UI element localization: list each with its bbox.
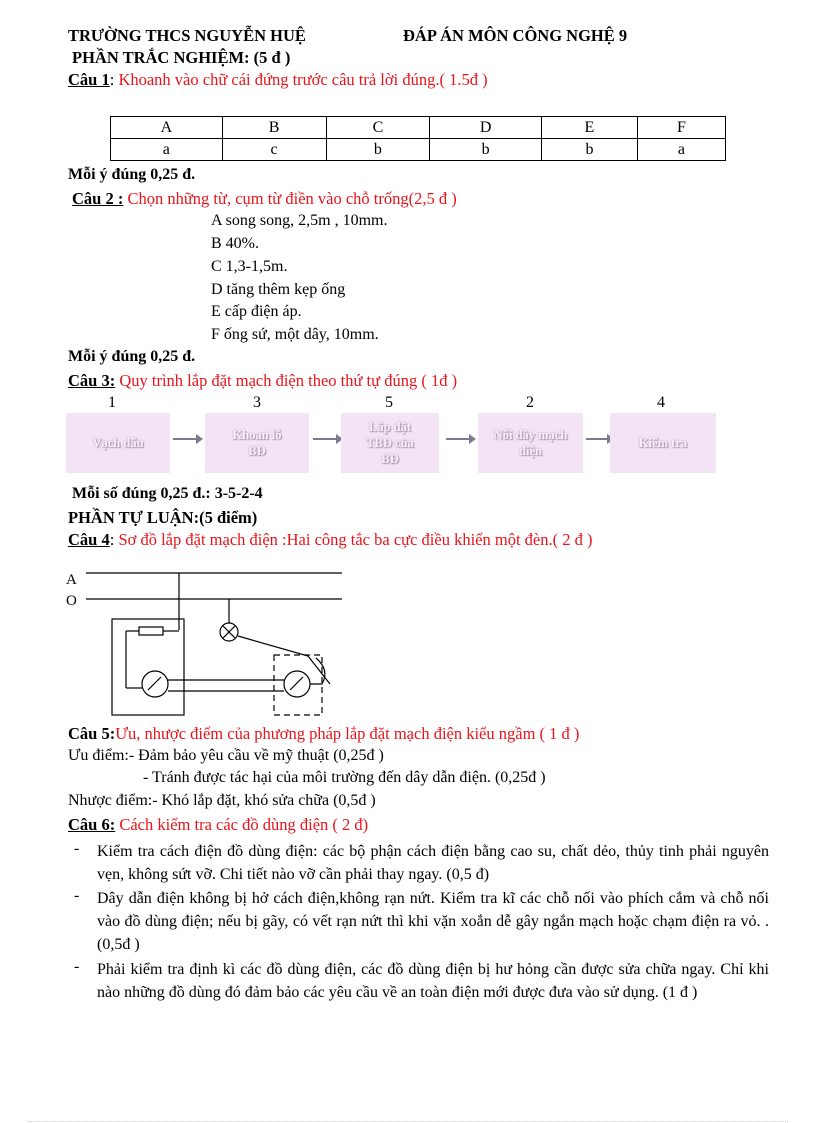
- circuit-diagram: [0, 560, 360, 720]
- question-2-answer-b: B 40%.: [211, 235, 259, 252]
- wire-label-o: O: [66, 593, 77, 609]
- question-1: [68, 70, 488, 90]
- section-multiple-choice: PHẦN TRẮC NGHIỆM: (5 đ ): [72, 48, 291, 67]
- list-bullet: -: [74, 887, 80, 904]
- arrow-right-icon: [446, 438, 470, 440]
- step-number: 1: [108, 394, 116, 411]
- answer-table: [110, 116, 726, 161]
- question-2-answer-f: F ống sứ, một dây, 10mm.: [211, 326, 379, 343]
- step-number: 4: [657, 394, 665, 411]
- wire-label-a: A: [66, 572, 77, 588]
- process-step-box: [205, 413, 309, 473]
- fuse-symbol: [139, 627, 163, 635]
- question-5-text: Ưu, nhược điểm của phương pháp lắp đặt mạch điện kiểu ngầm ( 1 đ ): [115, 724, 580, 743]
- question-3-score: Mỗi số đúng 0,25 đ.: 3-5-2-4: [72, 485, 263, 502]
- question-3: [68, 371, 457, 391]
- answer-table-header: F: [637, 117, 725, 139]
- process-step-label: Vạch dấu: [92, 436, 144, 450]
- question-4-label: Câu 4: [68, 530, 110, 549]
- answer-table-cell: b: [430, 139, 542, 161]
- box-frame-left: [112, 619, 184, 715]
- question-6-text: Cách kiểm tra các đồ dùng điện ( 2 đ): [115, 815, 369, 834]
- switch-right: [284, 671, 310, 697]
- advantage-line-2: - Tránh được tác hại của môi trường đến dây dẫn điện. (0,25đ ): [143, 769, 546, 786]
- question-2-answer-d: D tăng thêm kẹp ống: [211, 281, 346, 298]
- question-1-colon: :: [109, 70, 119, 89]
- process-step-box: [610, 413, 716, 473]
- advantage-line-1: Ưu điểm:- Đảm bảo yêu cầu về mỹ thuật (0,25đ ): [68, 747, 384, 764]
- answer-paragraph: Dây dẫn điện không bị hở cách điện,không rạn nứt. Kiểm tra kĩ các chỗ nối vào phích cắm và chỗ nối vào đồ dùng điện; nếu bị gãy, có vết rạn nứt thì khi vặn xoắn dễ gây ngắn mạch hoặc chạm điện ra vỏ. . (0,5đ ): [97, 890, 769, 953]
- list-bullet: -: [74, 840, 80, 857]
- answer-table-cell: a: [111, 139, 223, 161]
- question-6: [68, 815, 368, 835]
- page-bottom-rule: [28, 1121, 788, 1122]
- question-2-label: Câu 2 :: [72, 189, 124, 208]
- answer-table-header: D: [430, 117, 542, 139]
- answer-table-answer-row: [111, 139, 726, 161]
- switch-left: [142, 671, 168, 697]
- question-2-answer-c: C 1,3-1,5m.: [211, 258, 288, 275]
- answer-table-header: E: [542, 117, 638, 139]
- question-4-text: Sơ đồ lắp đặt mạch điện :Hai công tắc ba cực điều khiển một đèn.( 2 đ ): [118, 530, 593, 549]
- section-essay: PHẦN TỰ LUẬN:(5 điểm): [68, 508, 258, 527]
- question-3-text: Quy trình lắp đặt mạch điện theo thứ tự đúng ( 1đ ): [115, 371, 458, 390]
- answer-table-header-row: [111, 117, 726, 139]
- arrow-right-icon: [173, 438, 197, 440]
- arrow-right-icon: [586, 438, 608, 440]
- process-step-box: [341, 413, 439, 473]
- question-1-label: Câu 1: [68, 70, 110, 89]
- process-step-label: Khoan lỗ BĐ: [232, 428, 282, 458]
- question-1-score: Mỗi ý đúng 0,25 đ.: [68, 166, 196, 183]
- answer-paragraph: Phải kiểm tra định kì các đồ dùng điện, các đồ dùng điện bị hư hỏng cần được sửa chữa ngay. Chỉ khi nào những đồ dùng đó đảm bảo các yêu cầu về an toàn điện mới được đưa vào sử dụng. (1 đ ): [97, 961, 769, 1001]
- process-step-label: Kiểm tra: [638, 436, 688, 450]
- answer-table-header: B: [222, 117, 326, 139]
- step-number: 2: [526, 394, 534, 411]
- question-5-label: Câu 5:: [68, 724, 116, 743]
- question-4: [68, 530, 592, 550]
- step-number: 5: [385, 394, 393, 411]
- disadvantage-line: Nhược điểm:- Khó lắp đặt, khó sửa chữa (0,5đ ): [68, 792, 376, 809]
- answer-table-header: A: [111, 117, 223, 139]
- answer-table-cell: a: [637, 139, 725, 161]
- question-3-label: Câu 3:: [68, 371, 116, 390]
- question-2-answer-a: A song song, 2,5m , 10mm.: [211, 212, 388, 229]
- process-step-label: Nối dây mạch điện: [493, 428, 568, 458]
- question-6-label: Câu 6:: [68, 815, 116, 834]
- process-step-box: [478, 413, 583, 473]
- question-2-answer-e: E cấp điện áp.: [211, 303, 302, 320]
- answer-table-cell: b: [326, 139, 430, 161]
- school-name: TRƯỜNG THCS NGUYỄN HUỆ: [68, 26, 306, 45]
- question-2: [72, 189, 457, 209]
- question-2-text: Chọn những từ, cụm từ điền vào chỗ trống(2,5 đ ): [123, 189, 457, 208]
- answer-paragraph: Kiểm tra cách điện đồ dùng điện: các bộ phận cách điện bằng cao su, chất dẻo, thủy tinh phải nguyên vẹn, không sứt vỡ. Chi tiết nào vỡ cần phải thay ngay. (0,5 đ): [97, 843, 769, 883]
- process-step-box: [66, 413, 170, 473]
- question-5: [68, 724, 579, 744]
- step-number: 3: [253, 394, 261, 411]
- arrow-right-icon: [313, 438, 337, 440]
- answer-table-cell: b: [542, 139, 638, 161]
- question-1-text: Khoanh vào chữ cái đứng trước câu trả lời đúng.( 1.5đ ): [118, 70, 488, 89]
- list-bullet: -: [74, 958, 80, 975]
- document-title: ĐÁP ÁN MÔN CÔNG NGHỆ 9: [403, 26, 628, 45]
- question-2-score: Mỗi ý đúng 0,25 đ.: [68, 348, 196, 365]
- process-step-label: Lắp đặt TBĐ của BĐ: [366, 420, 414, 466]
- answer-table-cell: c: [222, 139, 326, 161]
- question-4-colon: :: [109, 530, 119, 549]
- answer-table-header: C: [326, 117, 430, 139]
